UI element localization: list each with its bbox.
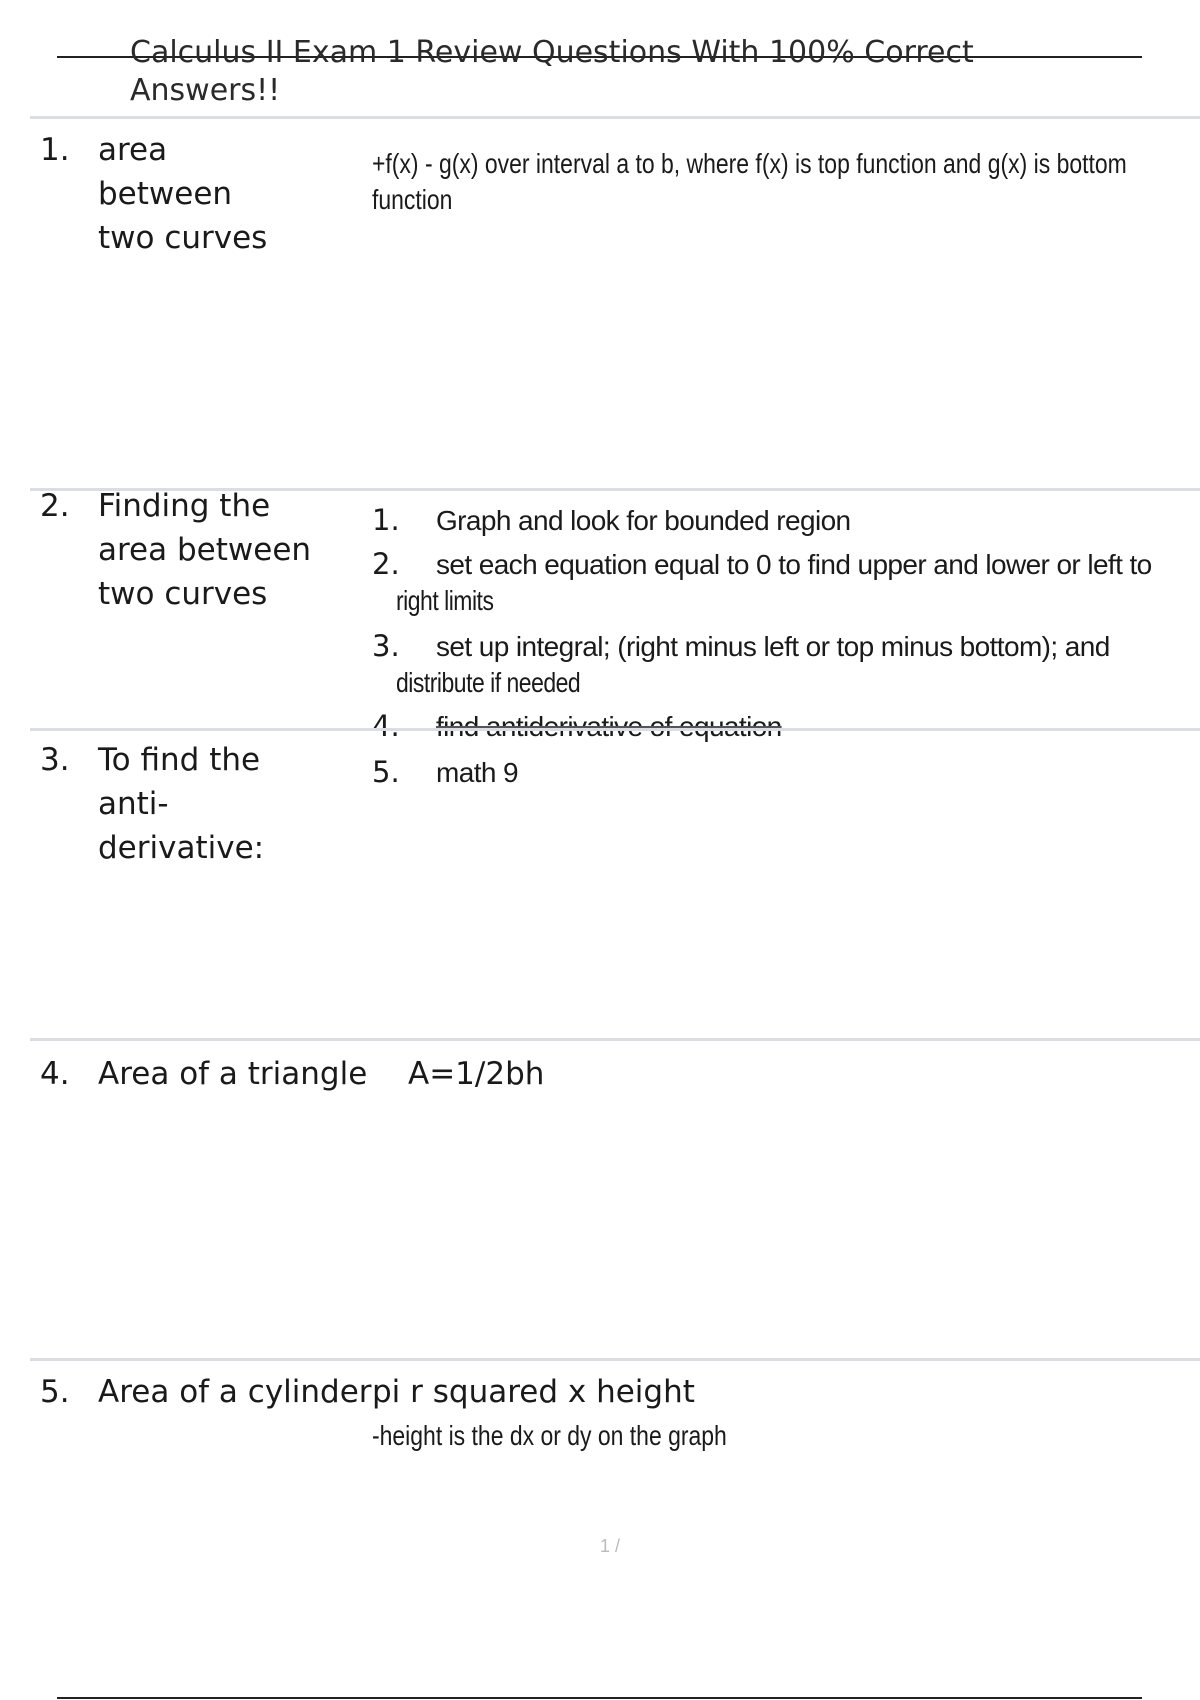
question-term <box>98 1370 372 1414</box>
step-continuation <box>372 583 1192 619</box>
row-number: 2. <box>40 488 70 524</box>
step-item <box>372 708 1192 745</box>
row-divider <box>30 728 1200 731</box>
answer-text: A=1/2bh <box>408 1056 545 1092</box>
step-number: 3. <box>372 629 400 663</box>
answer-note-text: -height is the dx or dy on the graph <box>372 1420 727 1451</box>
answer-line <box>372 182 1192 218</box>
row-number: 3. <box>40 742 70 778</box>
row-number: 5. <box>40 1374 70 1410</box>
step-text: math 9 <box>436 757 518 788</box>
step-item <box>372 502 1192 539</box>
page-title <box>130 34 1090 110</box>
title-line-1: Calculus II Exam 1 Review Questions With 100% Correct <box>130 35 974 70</box>
step-text: set each equation equal to 0 to find upper and lower or left to <box>436 549 1152 580</box>
step-item <box>372 628 1192 701</box>
row-divider <box>30 116 1200 119</box>
step-text: find antiderivative of equation <box>436 711 782 742</box>
step-item <box>372 754 1192 791</box>
question-term <box>98 128 267 260</box>
row-divider <box>30 1038 1200 1041</box>
answer-text <box>372 146 1192 218</box>
step-text: set up integral; (right minus left or top minus bottom); and <box>436 631 1110 662</box>
step-text: Graph and look for bounded region <box>436 505 851 536</box>
question-line: two curves <box>98 576 268 612</box>
question-line: Finding the <box>98 488 271 524</box>
answer-line <box>372 146 1192 182</box>
row-divider <box>30 1358 1200 1361</box>
step-number: 1. <box>372 503 400 537</box>
step-continuation <box>372 665 1192 701</box>
step-number: 2. <box>372 547 400 581</box>
step-number: 5. <box>372 755 400 789</box>
question-line: Area of a triangle <box>98 1056 368 1092</box>
step-continuation-text: distribute if needed <box>396 667 581 698</box>
answer-text: pi r squared x height <box>372 1374 695 1410</box>
question-term <box>98 738 264 870</box>
step-continuation-text: right limits <box>396 585 494 616</box>
row-number: 4. <box>40 1056 70 1092</box>
question-line: area <box>98 132 168 168</box>
footer-rule <box>57 1697 1142 1699</box>
title-line-2: Answers!! <box>130 73 281 108</box>
question-line: area between <box>98 532 312 568</box>
step-number: 4. <box>372 709 400 743</box>
question-line: between <box>98 176 233 212</box>
answer-note <box>372 1418 1192 1454</box>
question-line: derivative: <box>98 830 265 866</box>
question-line: two curves <box>98 220 268 256</box>
row-number: 1. <box>40 132 70 168</box>
answer-line-text: function <box>372 184 453 215</box>
question-line: To find the <box>98 742 261 778</box>
step-item <box>372 546 1192 619</box>
page-number: 1 / <box>600 1536 621 1556</box>
question-line: Area of a cylinder <box>98 1374 372 1410</box>
answer-line-text: +f(x) - g(x) over interval a to b, where f(x) is top function and g(x) is bottom <box>372 148 1127 179</box>
question-term <box>98 1052 367 1096</box>
question-line: anti- <box>98 786 169 822</box>
question-term <box>98 484 311 616</box>
